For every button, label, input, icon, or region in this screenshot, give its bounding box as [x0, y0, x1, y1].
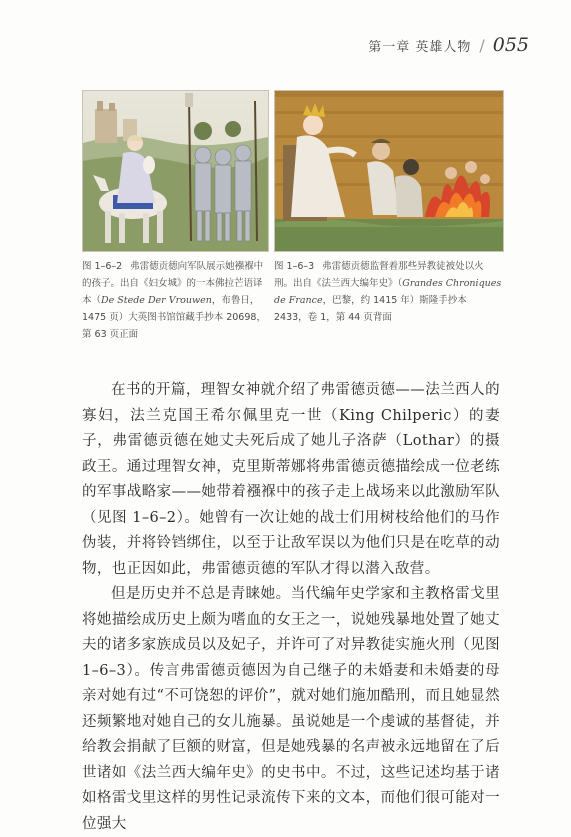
figure-caption-1: [82, 258, 267, 343]
caption-book-title: Grandes Chroniques de France: [274, 278, 502, 306]
caption-text: 弗雷德贡德监督着那些异教徒被处以火刑。出自《法兰西大编年史》（: [274, 261, 484, 289]
header-divider-slash: /: [479, 36, 485, 55]
manuscript-illustration-burning: [274, 90, 504, 252]
caption-text: ，布鲁日，1475 页）大英图书馆馆藏手抄本 20698，第 63 页正面: [82, 295, 266, 340]
caption-text: 弗雷德贡德向军队展示她襁褓中的孩子。出自《妇女城》的一本佛拉芒语译本（: [82, 261, 264, 306]
figure-label: 图 1–6–3: [274, 261, 315, 272]
figure-caption-2: [274, 258, 502, 326]
paragraph: 在书的开篇，理智女神就介绍了弗雷德贡德——法兰西人的寡妇，法兰克国王希尔佩里克一世（King Chilperic）的妻子，弗雷德贡德在她丈夫死后成了她儿子洛萨（Lothar）的摄政王。通过理智女神，克里斯蒂娜将弗雷德贡德描绘成一位老练的军事战略家——她带着襁褓中的孩子走上战场来以此激励军队（见图 1–6–2）。她曾有一次让她的战士们用树枝给他们的马作伪装，并将铃铛绑住，以至于让敌军误以为他们只是在吃草的动物，也正因如此，弗雷德贡德的军队才得以潜入敌营。: [82, 382, 500, 577]
body-text: [82, 378, 500, 837]
chapter-title: 第一章 英雄人物: [368, 40, 472, 55]
figure-label: 图 1–6–2: [82, 261, 123, 272]
running-header: [368, 34, 529, 56]
caption-book-title: De Stede Der Vrouwen: [101, 295, 212, 306]
manuscript-illustration-army: [82, 90, 269, 252]
page-number: 055: [492, 34, 529, 56]
caption-text: ，巴黎，约 1415 年）斯隆手抄本 2433，卷 1，第 44 页背面: [274, 295, 467, 323]
paragraph: 但是历史并不总是青睐她。当代编年史学家和主教格雷戈里将她描绘成历史上颇为嗜血的女王之一，说她残暴地处置了她丈夫的诸多家族成员以及妃子，并许可了对异教徒实施火刑（见图 1–6–3）。传言弗雷德贡德因为自己继子的未婚妻和未婚妻的母亲对她有过“不可饶恕的评价”，就对她们施加酷刑，而且她显然还频繁地对她自己的女儿施暴。虽说她是一个虔诚的基督徒，并给教会捐献了巨额的财富，但是她残暴的名声被永远地留在了后世诸如《法兰西大编年史》的史书中。不过，这些记述均基于诸如格雷戈里这样的男性记录流传下来的文本，而他们很可能对一位强大: [82, 586, 500, 832]
